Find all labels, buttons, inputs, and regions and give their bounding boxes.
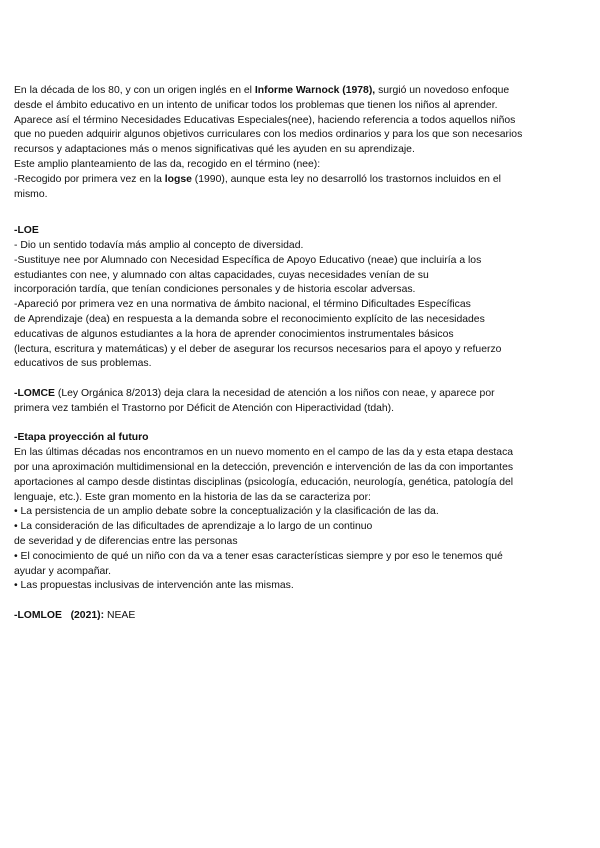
loe-line-5: -Apareció por primera vez en una normativa de ámbito nacional, el término Dificultades Específicas	[14, 299, 471, 311]
etapa-bullet-4: • Las propuestas inclusivas de intervención ante las mismas.	[14, 580, 294, 592]
intro-text: surgió un novedoso enfoque	[375, 85, 510, 96]
lomloe-section	[14, 609, 574, 624]
intro-text: -Recogido por primera vez en la	[14, 173, 165, 185]
intro-line-4: que no pueden adquirir algunos objetivos curriculares con los medios ordinarios y para los que son necesarios	[14, 129, 523, 141]
lomloe-heading: -LOMLOE (2021):	[14, 609, 105, 621]
intro-section	[14, 84, 574, 202]
loe-section	[14, 224, 574, 372]
informe-warnock-bold: Informe Warnock (1978),	[254, 85, 376, 96]
spacer	[14, 372, 574, 387]
intro-text: En la década de los 80, y con un origen inglés en el	[14, 85, 255, 96]
lomloe-value: NEAE	[104, 609, 136, 621]
etapa-bullet-3: • El conocimiento de qué un niño con da va a tener esas características siempre y por eso le tenemos qué	[14, 550, 503, 562]
loe-line-4: incorporación tardía, que tenían condiciones personales y de historia escolar adversas.	[14, 284, 416, 296]
document-body	[14, 84, 574, 624]
lomce-line-2: primera vez también el Trastorno por Déficit de Atención con Hiperactividad (tdah).	[14, 402, 395, 414]
lomce-line-1	[14, 387, 574, 402]
etapa-section	[14, 431, 574, 594]
etapa-bullet-3-cont: ayudar y acompañar.	[14, 565, 112, 577]
etapa-heading: -Etapa proyección al futuro	[14, 432, 149, 444]
spacer	[14, 217, 574, 224]
etapa-line-2: por una aproximación multidimensional en la detección, prevención e intervención de las da con importantes	[14, 461, 514, 473]
spacer	[14, 417, 574, 432]
loe-line-9: educativos de sus problemas.	[14, 358, 152, 370]
spacer	[14, 594, 574, 609]
spacer	[14, 202, 574, 217]
intro-line-1	[14, 84, 574, 99]
etapa-line-1: En las últimas décadas nos encontramos en un nuevo momento en el campo de las da y esta etapa destaca	[14, 447, 514, 459]
lomce-text: (Ley Orgánica 8/2013) deja clara la necesidad de atención a los niños con neae, y aparece por	[54, 387, 495, 399]
etapa-line-3: aportaciones al campo desde distintas disciplinas (psicología, educación, neurología, genética, patología del	[14, 476, 514, 488]
lomce-heading: -LOMCE	[14, 387, 55, 399]
lomloe-line	[14, 609, 574, 624]
loe-line-3: estudiantes con nee, y alumnado con altas capacidades, cuyas necesidades venían de su	[14, 269, 429, 281]
intro-text: (1990), aunque esta ley no desarrolló los trastornos incluidos en el	[191, 173, 501, 185]
intro-line-2: desde el ámbito educativo en un intento de unificar todos los problemas que tienen los niños al aprender.	[14, 99, 498, 111]
loe-line-6: de Aprendizaje (dea) en respuesta a la demanda sobre el reconocimiento explícito de las necesidades	[14, 313, 485, 325]
loe-line-2: -Sustituye nee por Alumnado con Necesidad Específica de Apoyo Educativo (neae) que incluiría a los	[14, 254, 482, 266]
intro-line-7	[14, 173, 574, 188]
loe-line-1: - Dio un sentido todavía más amplio al concepto de diversidad.	[14, 239, 304, 251]
loe-line-7: educativas de algunos estudiantes a la hora de aprender conocimientos instrumentales básicos	[14, 328, 454, 340]
etapa-bullet-2-cont: de severidad y de diferencias entre las personas	[14, 535, 238, 547]
etapa-bullet-1: • La persistencia de un amplio debate sobre la conceptualización y la clasificación de las da.	[14, 506, 439, 518]
etapa-line-4: lenguaje, etc.). Este gran momento en la historia de las da se caracteriza por:	[14, 491, 371, 503]
logse-bold: logse	[164, 173, 192, 185]
loe-line-8: (lectura, escritura y matemáticas) y el deber de asegurar los recursos necesarios para el apoyo y refuerzo	[14, 343, 502, 355]
intro-line-5: recursos y adaptaciones más o menos significativas qué les ayuden en su aprendizaje.	[14, 144, 415, 156]
intro-line-8: mismo.	[14, 188, 48, 200]
loe-heading: -LOE	[14, 225, 39, 237]
intro-line-3: Aparece así el término Necesidades Educativas Especiales(nee), haciendo referencia a todos aquellos niños	[14, 114, 516, 126]
etapa-bullet-2: • La consideración de las dificultades de aprendizaje a lo largo de un continuo	[14, 521, 373, 533]
intro-line-6: Este amplio planteamiento de las da, recogido en el término (nee):	[14, 158, 321, 170]
lomce-section	[14, 387, 574, 417]
